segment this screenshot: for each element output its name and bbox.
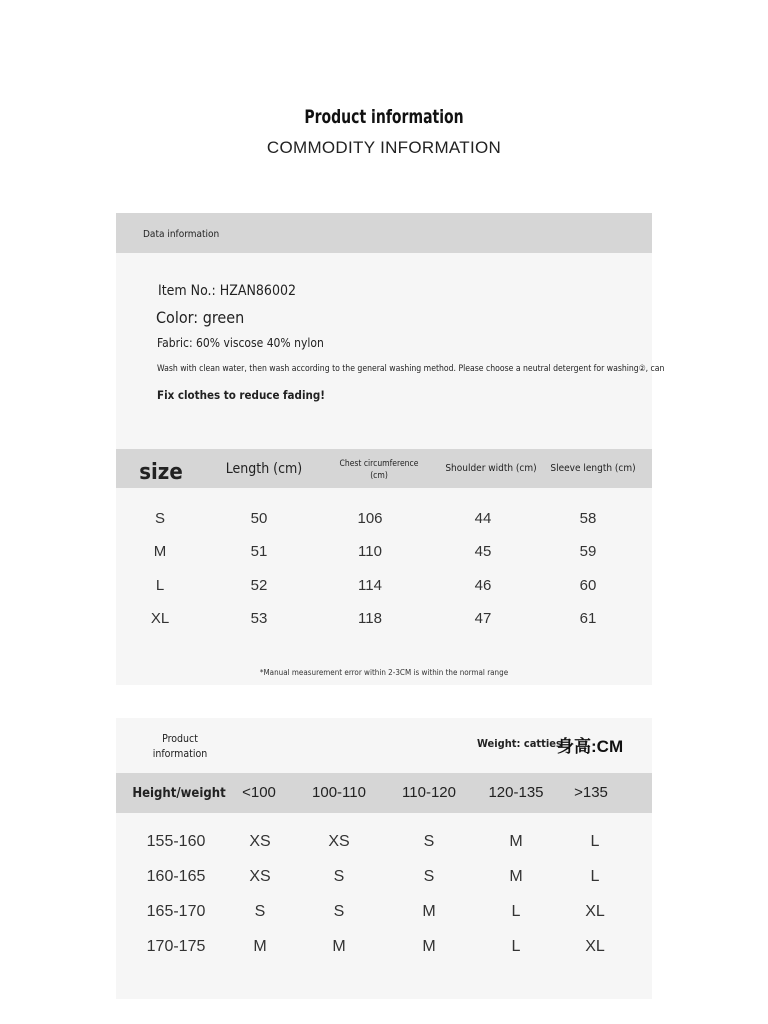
- length-cell: 52: [250, 577, 268, 594]
- length-cell: 51: [250, 543, 268, 560]
- size-cell: M: [422, 903, 436, 920]
- height-cell: 160-165: [146, 868, 206, 885]
- sleeve-cell: 60: [579, 577, 597, 594]
- size-cell: XS: [249, 833, 271, 850]
- length-cell: 53: [250, 610, 268, 627]
- size-cell: XL: [585, 938, 605, 955]
- page-subtitle: COMMODITY INFORMATION: [266, 138, 502, 157]
- chest-cell: 106: [357, 510, 383, 527]
- size-cell: M: [509, 868, 523, 885]
- size-cell: L: [590, 868, 600, 885]
- size-cell: XS: [249, 868, 271, 885]
- size-cell: L: [511, 938, 521, 955]
- size-cell: S: [333, 868, 345, 885]
- size-cell: L: [155, 577, 165, 594]
- size-cell: XL: [585, 903, 605, 920]
- item-fabric: Fabric: 60% viscose 40% nylon: [157, 336, 324, 350]
- chest-cell: 114: [358, 577, 382, 594]
- item-color: Color: green: [156, 308, 245, 327]
- shoulder-cell: 44: [474, 510, 492, 527]
- size-cell: XL: [150, 610, 170, 627]
- weight-unit-label: Weight: catties: [477, 737, 562, 750]
- size-cell: M: [153, 543, 167, 560]
- size-cell: S: [423, 833, 435, 850]
- page-title: Product information: [304, 106, 464, 128]
- length-header: Length (cm): [225, 461, 303, 477]
- size-cell: S: [254, 903, 266, 920]
- data-information-label: Data information: [143, 229, 220, 240]
- size-cell: S: [423, 868, 435, 885]
- sleeve-cell: 59: [579, 543, 597, 560]
- height-cell: 170-175: [146, 938, 206, 955]
- shoulder-cell: 46: [474, 577, 492, 594]
- chest-cell: 110: [358, 543, 382, 560]
- height-cell: 165-170: [146, 903, 206, 920]
- fade-note: Fix clothes to reduce fading!: [157, 388, 325, 402]
- sleeve-cell: 58: [579, 510, 597, 527]
- size-cell: L: [511, 903, 521, 920]
- height-weight-header: Height/weight: [132, 786, 226, 801]
- size-cell: M: [422, 938, 436, 955]
- sleeve-cell: 61: [579, 610, 597, 627]
- chest-cell: 118: [358, 610, 382, 627]
- length-cell: 50: [250, 510, 268, 527]
- size-cell: M: [509, 833, 523, 850]
- item-number: Item No.: HZAN86002: [158, 283, 296, 299]
- weight-range-header: <100: [242, 784, 276, 801]
- measurement-footnote: *Manual measurement error within 2-3CM is within the normal range: [259, 668, 509, 677]
- product-information-label: Product information: [152, 733, 208, 760]
- chest-header: Chest circumference (cm): [339, 459, 419, 481]
- height-cell: 155-160: [146, 833, 206, 850]
- size-cell: S: [333, 903, 345, 920]
- shoulder-cell: 47: [474, 610, 492, 627]
- wash-instructions: Wash with clean water, then wash according to the general washing method. Please choose a neutral detergent for washing②, can: [157, 364, 665, 374]
- weight-range-header: >135: [574, 784, 608, 801]
- weight-range-header: 100-110: [312, 784, 366, 801]
- sleeve-header: Sleeve length (cm): [550, 463, 636, 474]
- size-header: size: [139, 460, 183, 485]
- size-cell: XS: [328, 833, 350, 850]
- shoulder-cell: 45: [474, 543, 492, 560]
- size-cell: L: [590, 833, 600, 850]
- size-cell: M: [332, 938, 346, 955]
- weight-range-header: 110-120: [402, 784, 456, 801]
- size-cell: M: [253, 938, 267, 955]
- shoulder-header: Shoulder width (cm): [445, 463, 537, 474]
- size-cell: S: [154, 510, 165, 527]
- height-unit-label: 身高:CM: [557, 737, 624, 756]
- weight-range-header: 120-135: [488, 784, 544, 801]
